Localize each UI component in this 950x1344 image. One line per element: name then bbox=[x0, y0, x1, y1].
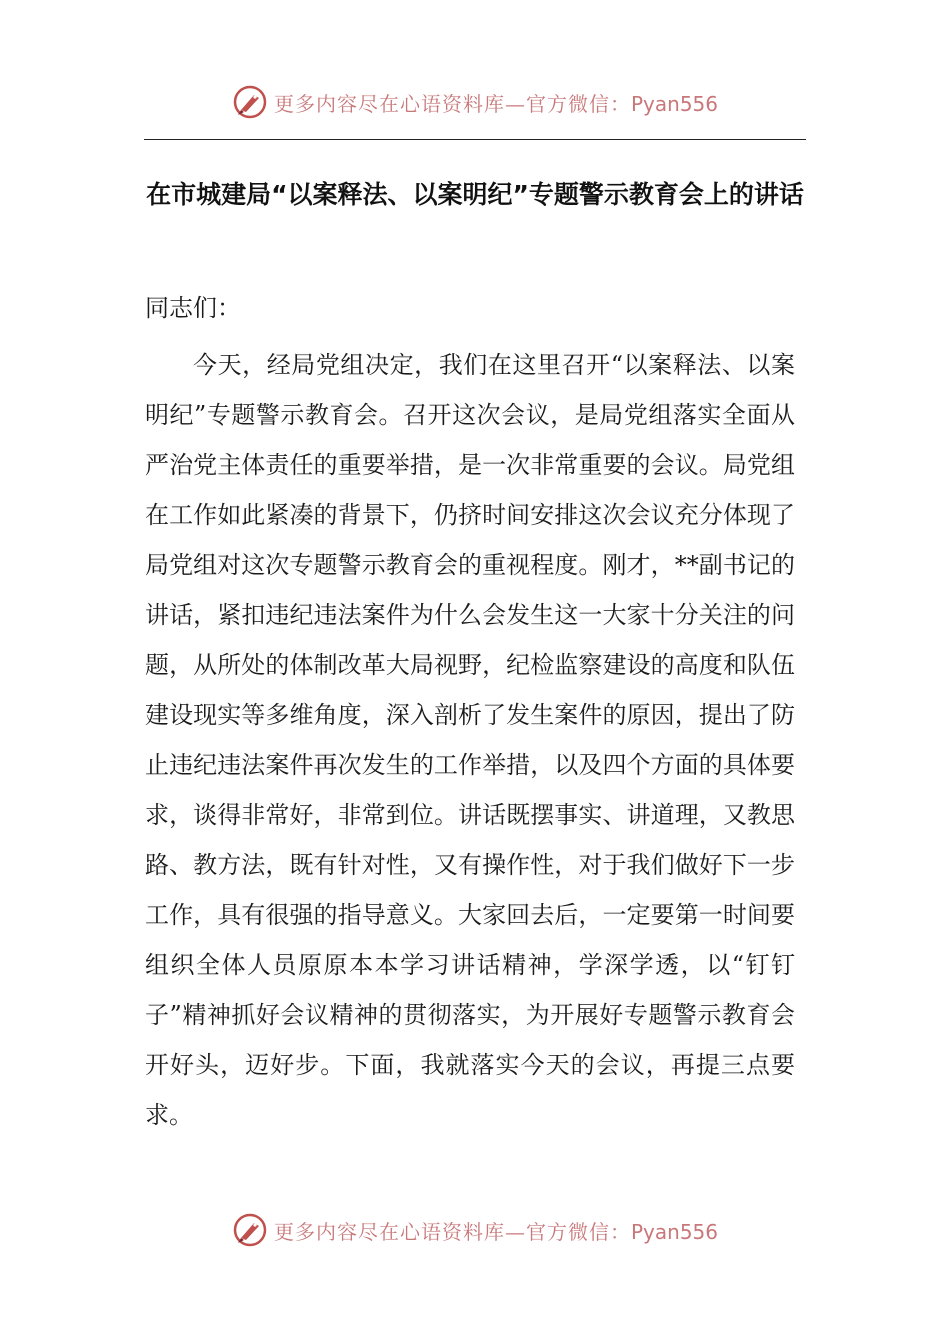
header-watermark bbox=[0, 82, 950, 122]
header-divider bbox=[144, 139, 806, 140]
body-paragraph: 今天，经局党组决定，我们在这里召开“以案释法、以案明纪”专题警示教育会。召开这次会议，是局党组落实全面从严治党主体责任的重要举措，是一次非常重要的会议。局党组在工作如此紧凑的背景下，仍挤时间安排这次会议充分体现了局党组对这次专题警示教育会的重视程度。刚才，**副书记的讲话，紧扣违纪违法案件为什么会发生这一大家十分关注的问题，从所处的体制改革大局视野，纪检监察建设的高度和队伍建设现实等多维角度，深入剖析了发生案件的原因，提出了防止违纪违法案件再次发生的工作举措，以及四个方面的具体要求，谈得非常好，非常到位。讲话既摆事实、讲道理，又教思路、教方法，既有针对性，又有操作性，对于我们做好下一步工作，具有很强的指导意义。大家回去后，一定要第一时间要组织全体人员原原本本学习讲话精神，学深学透，以“钉钉子”精神抓好会议精神的贯彻落实，为开展好专题警示教育会开好头，迈好步。下面，我就落实今天的会议，再提三点要求。 bbox=[145, 351, 795, 1129]
watermark-text: 更多内容尽在心语资料库—官方微信：Pyan556 bbox=[273, 1219, 718, 1244]
salutation: 同志们： bbox=[145, 294, 241, 322]
pen-nib-logo-icon bbox=[232, 84, 268, 120]
document-title: 在市城建局“以案释法、以案明纪”专题警示教育会上的讲话 bbox=[146, 180, 804, 209]
pen-nib-logo-icon bbox=[232, 1212, 268, 1248]
watermark-text: 更多内容尽在心语资料库—官方微信：Pyan556 bbox=[273, 91, 718, 116]
footer-watermark bbox=[0, 1210, 950, 1250]
